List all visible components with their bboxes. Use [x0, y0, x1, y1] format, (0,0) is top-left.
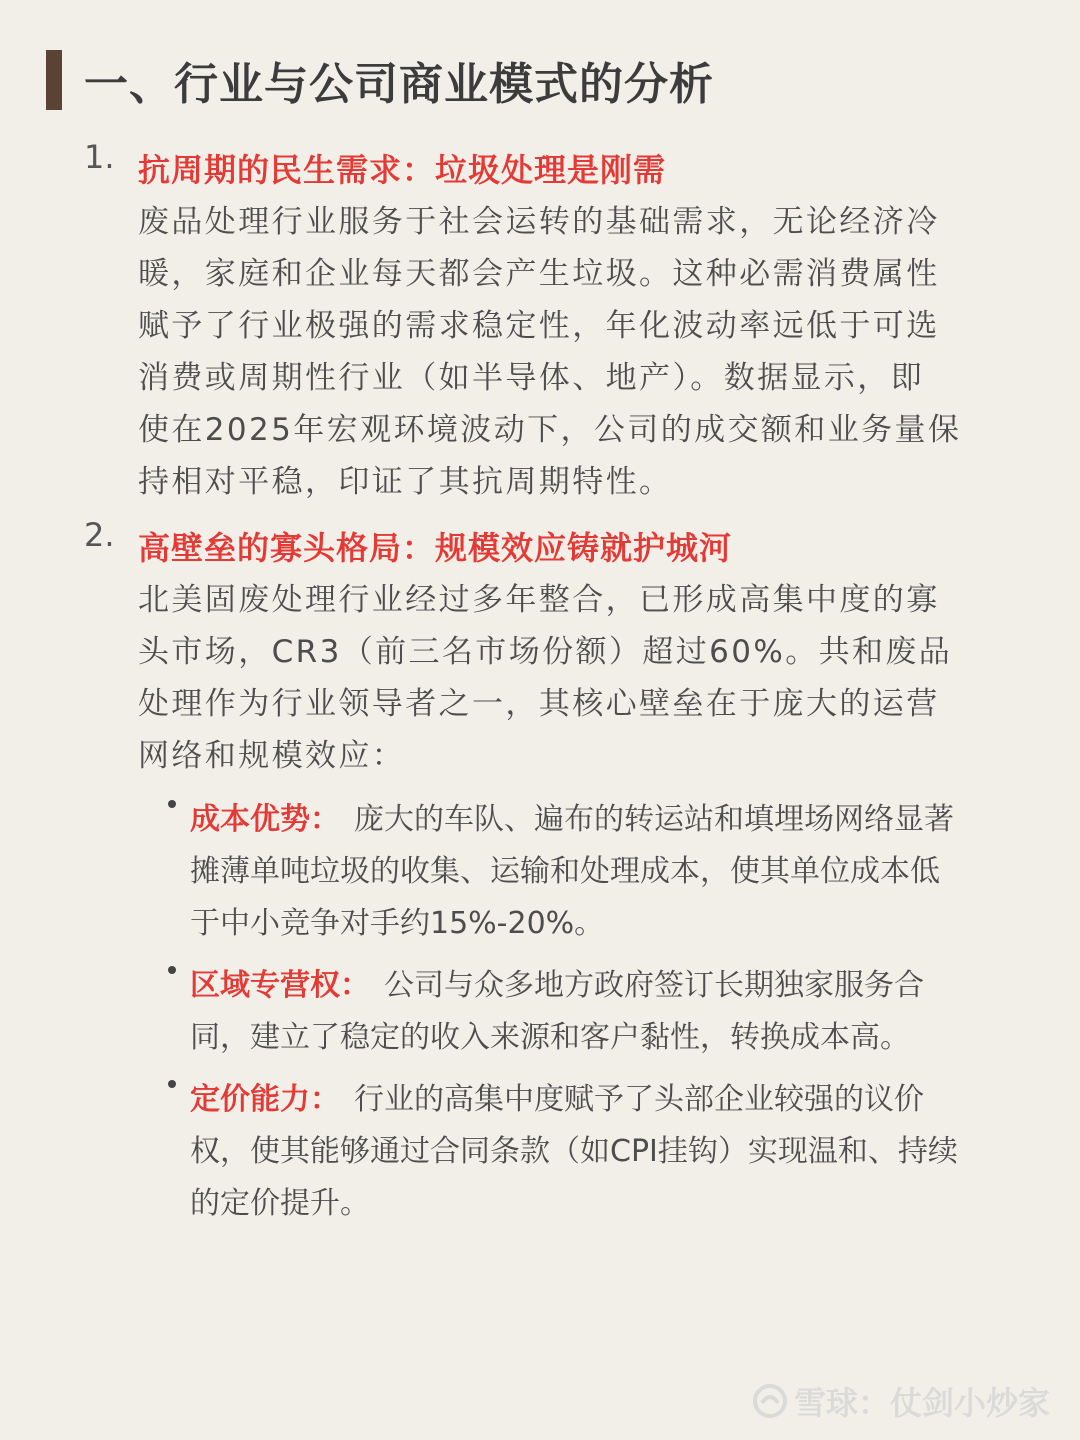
section-title: 抗周期的民生需求：垃圾处理是刚需: [138, 151, 667, 189]
heading-accent-bar: [46, 50, 62, 110]
paragraph-line: 持相对平稳，印证了其抗周期特性。: [138, 464, 673, 500]
bullet-dot-icon: [168, 800, 176, 808]
watermark-text: 雪球：仗剑小炒家: [793, 1384, 1050, 1422]
paragraph-line: 赋予了行业极强的需求稳定性，年化波动率远低于可选: [138, 308, 940, 344]
bullet-label: 成本优势：: [190, 802, 340, 837]
paragraph-line: 北美固废处理行业经过多年整合，已形成高集中度的寡: [138, 582, 940, 618]
heading-title: 一、行业与公司商业模式的分析: [84, 59, 714, 110]
section-1: [138, 144, 1018, 508]
bullet-label: 区域专营权：: [190, 968, 370, 1003]
paragraph-line: 使在2025年宏观环境波动下，公司的成交额和业务量保: [138, 412, 962, 448]
section-heading: [46, 48, 714, 112]
section-paragraph: [138, 196, 1018, 508]
bullet-dot-icon: [168, 966, 176, 974]
bullet-line: 权，使其能够通过合同条款（如CPI挂钩）实现温和、持续: [190, 1134, 958, 1169]
section-number: 2.: [84, 516, 115, 554]
paragraph-line: 网络和规模效应：: [138, 738, 406, 774]
section-paragraph: [138, 574, 1018, 782]
bullet-item: [190, 960, 1020, 1064]
paragraph-line: 暖，家庭和企业每天都会产生垃圾。这种必需消费属性: [138, 256, 940, 292]
bullet-line: 公司与众多地方政府签订长期独家服务合: [384, 968, 924, 1003]
section-number: 1.: [84, 138, 115, 176]
bullet-line: 的定价提升。: [190, 1186, 370, 1221]
section-2: [138, 522, 1018, 782]
bullet-line: 摊薄单吨垃圾的收集、运输和处理成本，使其单位成本低: [190, 854, 940, 889]
bullet-dot-icon: [168, 1080, 176, 1088]
bullet-line: 同，建立了稳定的收入来源和客户黏性，转换成本高。: [190, 1020, 910, 1055]
section-title: 高壁垒的寡头格局：规模效应铸就护城河: [138, 529, 733, 567]
watermark: [752, 1378, 1050, 1424]
bullet-line: 行业的高集中度赋予了头部企业较强的议价: [354, 1082, 924, 1117]
bullet-line: 庞大的车队、遍布的转运站和填埋场网络显著: [354, 802, 954, 837]
paragraph-line: 处理作为行业领导者之一，其核心壁垒在于庞大的运营: [138, 686, 940, 722]
paragraph-line: 废品处理行业服务于社会运转的基础需求，无论经济冷: [138, 204, 940, 240]
bullet-item: [190, 1074, 1020, 1230]
paragraph-line: 消费或周期性行业（如半导体、地产）。数据显示，即: [138, 360, 925, 396]
snowball-logo-icon: [752, 1383, 788, 1419]
bullet-label: 定价能力：: [190, 1082, 340, 1117]
bullet-item: [190, 794, 1020, 950]
paragraph-line: 头市场，CR3（前三名市场份额）超过60%。共和废品: [138, 634, 953, 670]
bullet-line: 于中小竞争对手约15%-20%。: [190, 906, 605, 941]
